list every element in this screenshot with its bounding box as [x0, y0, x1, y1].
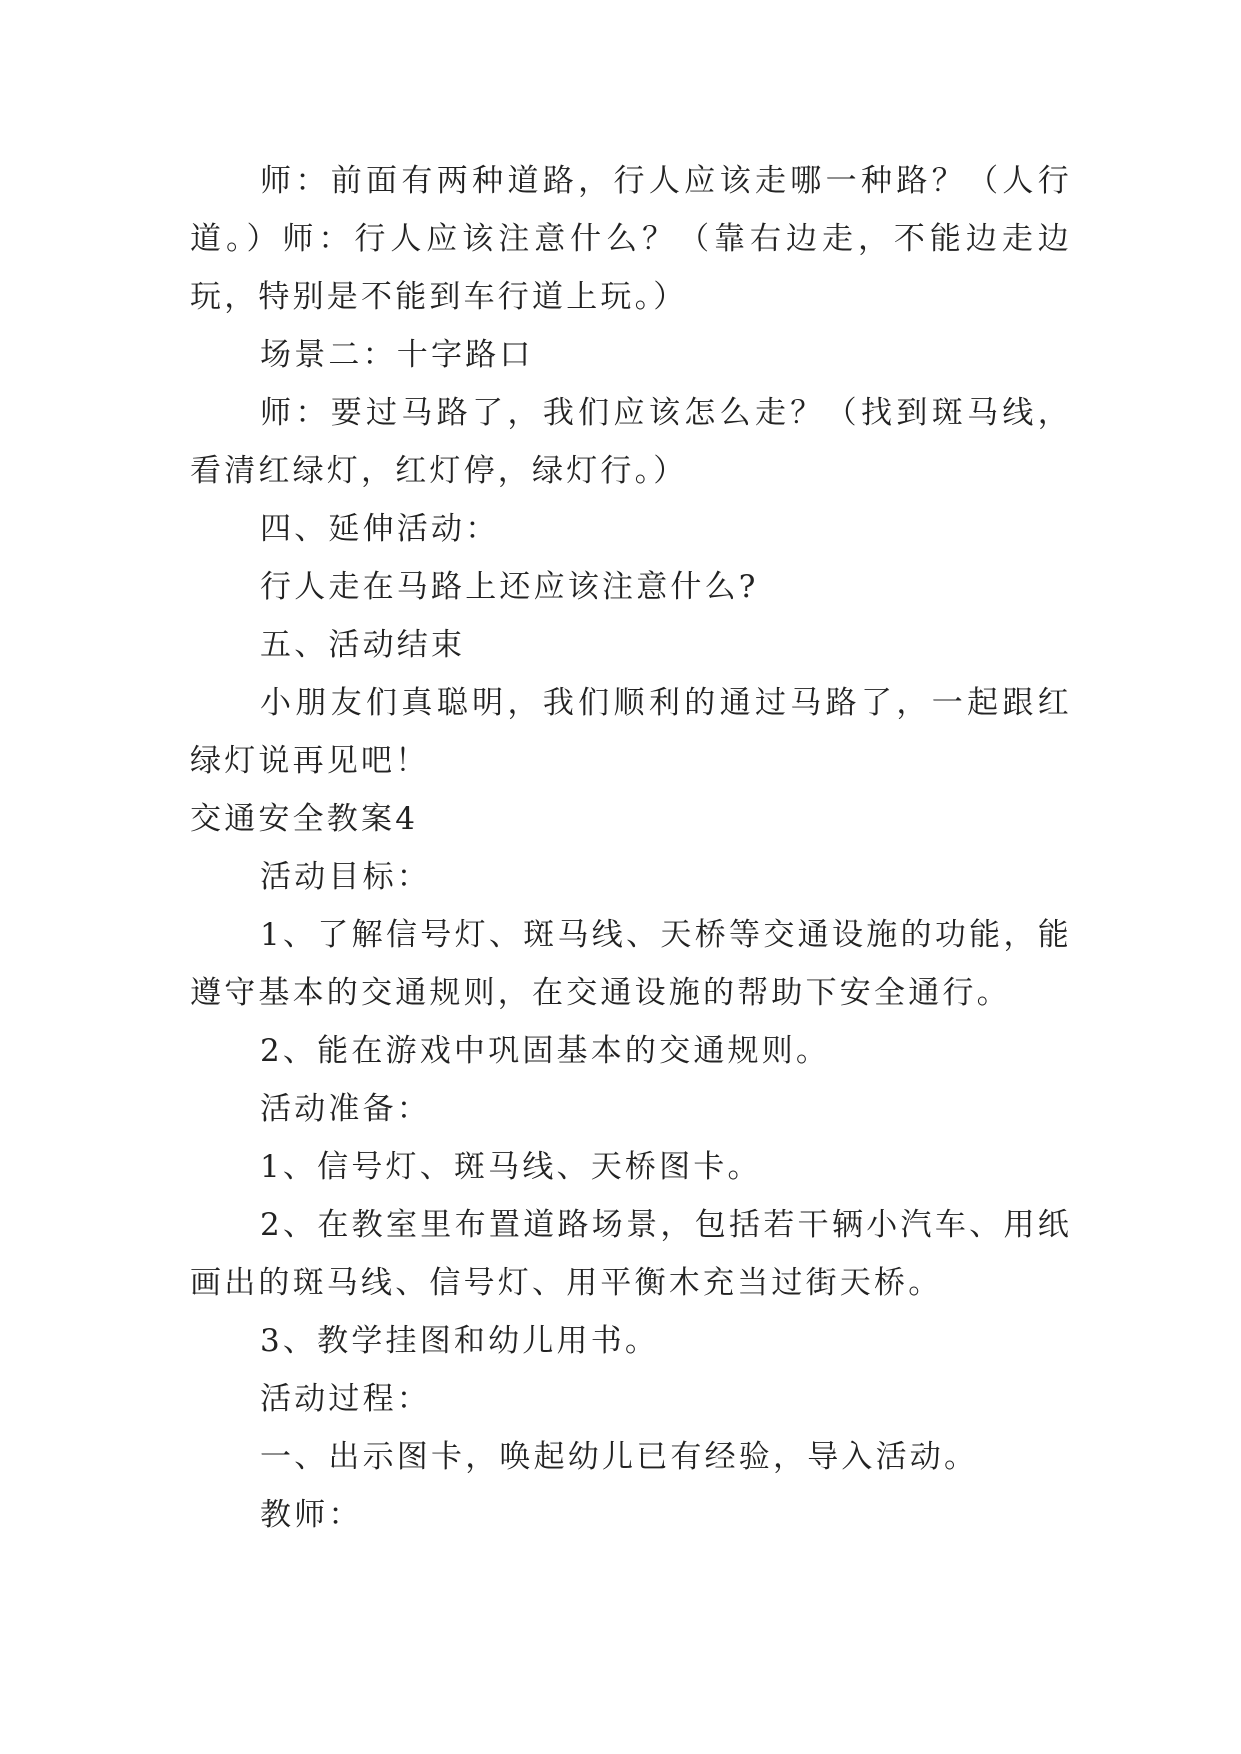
- paragraph: 一、出示图卡，唤起幼儿已有经验，导入活动。: [260, 1439, 979, 1475]
- paragraph: 教师：: [260, 1497, 363, 1533]
- paragraph: 四、延伸活动：: [260, 511, 500, 547]
- paragraph: 活动准备：: [260, 1091, 431, 1127]
- paragraph: 活动目标：: [260, 859, 431, 895]
- paragraph: 师：要过马路了，我们应该怎么走？（找到斑马线，看清红绿灯，红灯停，绿灯行。）: [190, 395, 1072, 489]
- paragraph: 行人走在马路上还应该注意什么?: [260, 569, 759, 605]
- paragraph: 3、教学挂图和幼儿用书。: [260, 1323, 660, 1359]
- paragraph: 五、活动结束: [260, 627, 466, 663]
- paragraph: 2、能在游戏中巩固基本的交通规则。: [260, 1033, 831, 1069]
- paragraph: 师：前面有两种道路，行人应该走哪一种路？（人行道。）师：行人应该注意什么？（靠右边走，不能边走边玩，特别是不能到车行道上玩。）: [190, 163, 1072, 315]
- paragraph: 小朋友们真聪明，我们顺利的通过马路了，一起跟红绿灯说再见吧！: [190, 685, 1072, 779]
- document-body: [190, 152, 1072, 1544]
- paragraph: 1、了解信号灯、斑马线、天桥等交通设施的功能，能遵守基本的交通规则，在交通设施的帮助下安全通行。: [190, 917, 1072, 1011]
- paragraph: 2、在教室里布置道路场景，包括若干辆小汽车、用纸画出的斑马线、信号灯、用平衡木充当过街天桥。: [190, 1207, 1072, 1301]
- paragraph: 活动过程：: [260, 1381, 431, 1417]
- paragraph: 场景二：十字路口: [260, 337, 534, 373]
- section-title: 交通安全教案4: [190, 801, 419, 837]
- paragraph: 1、信号灯、斑马线、天桥图卡。: [260, 1149, 762, 1185]
